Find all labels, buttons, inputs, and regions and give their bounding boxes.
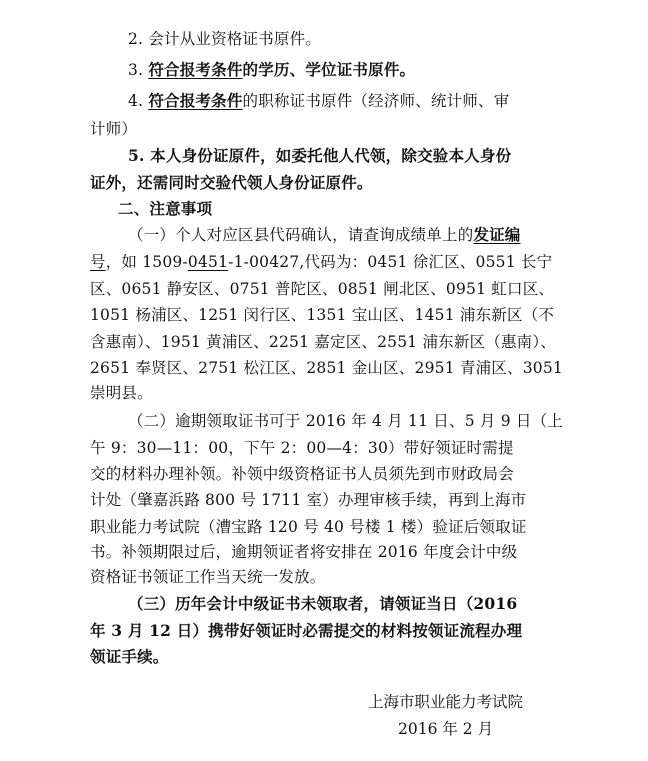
signature-org [368, 691, 523, 713]
item-3-link[interactable]: 符合报考条件 [148, 60, 243, 79]
note-1-example-suffix: -1-00427,代码为：0451 徐汇区、0551 长宁 [228, 253, 553, 271]
note-3-text-line2: 年 3 月 12 日）携带好领证时必需提交的材料按领证流程办理 [90, 621, 523, 640]
note-2-line5 [90, 516, 527, 538]
item-3-number: 3. [128, 61, 149, 79]
note-2-text-line1: （二）逾期领取证书可于 2016 年 4 月 11 日、5 月 9 日（上 [128, 412, 563, 430]
note-2-text-line5: 职业能力考试院（漕宝路 120 号 40 号楼 1 楼）验证后领取证 [90, 518, 527, 536]
note-2-line1 [128, 410, 563, 432]
note-1-text-line7: 崇明县。 [90, 384, 153, 402]
note-3-line3 [90, 646, 169, 668]
note-1-line5 [90, 331, 556, 353]
note-1-line4 [90, 304, 554, 326]
item-5-line1 [128, 145, 511, 167]
note-2-text-line3: 交的材料办理补领。补领中级资格证书人员须先到市财政局会 [90, 465, 514, 483]
item-2 [128, 28, 321, 50]
section-heading [118, 198, 212, 220]
item-4-rest-line1: 的职称证书原件（经济师、统计师、审 [242, 92, 510, 110]
note-1-text-line1: （一）个人对应区县代码确认，请查询成绩单上的 [128, 226, 474, 244]
cert-number-link-cont[interactable]: 号 [90, 253, 106, 271]
note-1-line3 [90, 278, 554, 300]
note-1-text-line4: 1051 杨浦区、1251 闵行区、1351 宝山区、1451 浦东新区（不 [90, 306, 555, 324]
note-2-line7 [90, 566, 326, 588]
note-1-line7 [90, 382, 153, 404]
signature-org-text: 上海市职业能力考试院 [368, 693, 524, 711]
item-4 [128, 90, 509, 112]
signature-date [398, 718, 493, 740]
note-2-text-line2: 午 9：30—11：00，下午 2：00—4：30）带好领证时需提 [90, 439, 514, 457]
note-1-line1 [128, 224, 521, 246]
item-5-text-line2: 证外，还需同时交验代领人身份证原件。 [90, 173, 373, 192]
item-5-text-line1: 5. 本人身份证原件，如委托他人代领，除交验本人身份 [128, 146, 512, 165]
note-1-line2 [90, 251, 552, 273]
signature-date-text: 2016 年 2 月 [398, 720, 494, 738]
note-3-text-line1: （三）历年会计中级证书未领取者，请领证当日（2016 [128, 594, 518, 613]
note-2-text-line6: 书。补领期限过后，逾期领证者将安排在 2016 年度会计中级 [90, 543, 518, 561]
item-4-rest-line2: 计师） [90, 120, 138, 138]
note-2-text-line4: 计处（肇嘉浜路 800 号 1711 室）办理审核手续，再到上海市 [90, 491, 527, 509]
item-4-link[interactable]: 符合报考条件 [148, 91, 243, 110]
section-2-heading: 二、注意事项 [118, 199, 213, 218]
item-4-line2 [90, 118, 137, 140]
note-2-line6 [90, 541, 517, 563]
note-2-text-line7: 资格证书领证工作当天统一发放。 [90, 568, 326, 586]
item-5-line2 [90, 172, 373, 194]
item-3-rest: 的学历、学位证书原件。 [242, 60, 416, 79]
note-1-text-line5: 含惠南）、1951 黄浦区、2251 嘉定区、2551 浦东新区（惠南）、 [90, 333, 557, 351]
note-2-line3 [90, 463, 514, 485]
note-3-text-line3: 领证手续。 [90, 647, 169, 666]
cert-number-link[interactable]: 发证编 [473, 225, 521, 244]
note-1-text-line3: 区、0651 静安区、0751 普陀区、0851 闸北区、0951 虹口区、 [90, 280, 555, 298]
district-code-example: 0451 [187, 253, 229, 271]
note-3-line2 [90, 620, 522, 642]
note-3-line1 [128, 593, 517, 615]
note-1-example-prefix: ，如 1509- [105, 253, 188, 271]
item-4-number: 4. [128, 92, 149, 110]
note-1-text-line6: 2651 奉贤区、2751 松江区、2851 金山区、2951 青浦区、3051 [90, 359, 563, 377]
note-2-line2 [90, 437, 514, 459]
note-2-line4 [90, 489, 526, 511]
note-1-line6 [90, 357, 563, 379]
item-3 [128, 59, 415, 81]
item-2-text: 2. 会计从业资格证书原件。 [128, 30, 322, 48]
